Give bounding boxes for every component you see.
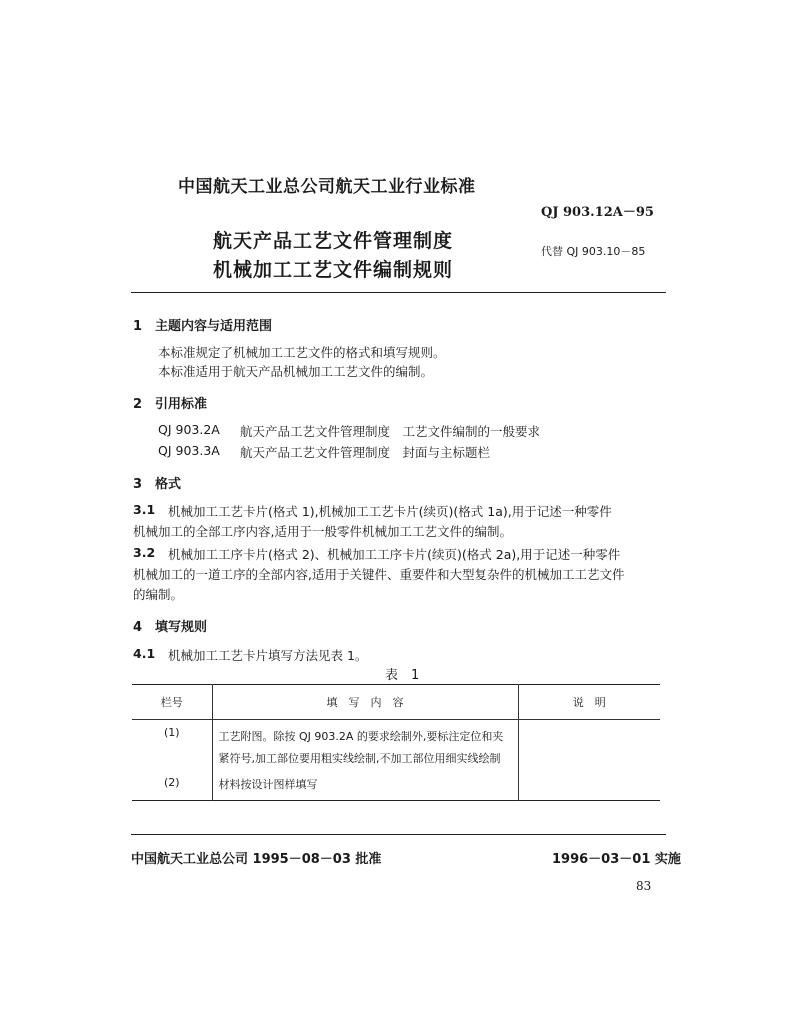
reference-text-1: 航天产品工艺文件管理制度 工艺文件编制的一般要求	[240, 424, 541, 439]
clause-3-2-line-3: 的编制。	[133, 587, 184, 602]
clause-3-2-number: 3.2	[133, 545, 156, 560]
table-header-row	[132, 685, 660, 720]
page-number: 83	[636, 879, 652, 893]
clause-3-1-line-2: 机械加工的全部工序内容,适用于一般零件机械加工工艺文件的编制。	[133, 524, 512, 539]
clause-4-1-text: 机械加工工艺卡片填写方法见表 1。	[168, 648, 368, 663]
row-content: 工艺附图。除按 QJ 903.2A 的要求绘制外,要标注定位和夹紧符号,加工部位要用粗实线绘制,不加工部位用细实线绘制	[212, 720, 518, 775]
reference-text-2: 航天产品工艺文件管理制度 封面与主标题栏	[240, 445, 491, 460]
document-title-line2: 机械加工工艺文件编制规则	[213, 259, 454, 281]
footer-divider	[131, 834, 666, 835]
issuing-organization: 中国航天工业总公司航天工业行业标准	[178, 177, 476, 197]
row-note	[518, 774, 660, 801]
row-note	[518, 720, 660, 775]
approval-date: 中国航天工业总公司 1995－08－03 批准	[131, 852, 382, 867]
replaces-standard: 代替 QJ 903.10－85	[541, 245, 646, 258]
section-1-heading: 1 主题内容与适用范围	[133, 319, 273, 334]
clause-3-2-line-1: 机械加工工序卡片(格式 2)、机械加工工序卡片(续页)(格式 2a),用于记述一种零件	[168, 547, 621, 562]
section-1-paragraph-1: 本标准规定了机械加工工艺文件的格式和填写规则。	[158, 345, 446, 360]
row-number: (2)	[163, 776, 180, 789]
clause-3-2-line-2: 机械加工的一道工序的全部内容,适用于关键件、重要件和大型复杂件的机械加工工艺文件	[133, 567, 625, 582]
section-3-heading: 3 格式	[133, 477, 182, 492]
reference-code-1: QJ 903.2A	[158, 422, 220, 437]
section-4-heading: 4 填写规则	[133, 620, 208, 635]
row-content: 材料按设计图样填写	[212, 774, 518, 801]
clause-3-1-number: 3.1	[133, 502, 156, 517]
reference-code-2: QJ 903.3A	[158, 443, 220, 458]
clause-3-1-line-1: 机械加工工艺卡片(格式 1),机械加工工艺卡片(续页)(格式 1a),用于记述一种零件	[168, 504, 612, 519]
section-1-paragraph-2: 本标准适用于航天产品机械加工工艺文件的编制。	[158, 364, 434, 379]
header-divider	[131, 292, 666, 293]
section-2-heading: 2 引用标准	[133, 397, 208, 412]
table-row	[132, 720, 660, 775]
header-fill-content: 填 写 内 容	[212, 685, 518, 720]
effective-date: 1996－03－01 实施	[552, 852, 681, 867]
document-title-line1: 航天产品工艺文件管理制度	[213, 230, 454, 252]
table-1-caption: 表 1	[385, 668, 420, 683]
table-1	[132, 684, 660, 801]
clause-4-1-number: 4.1	[133, 646, 156, 661]
standard-code: QJ 903.12A－95	[541, 205, 654, 220]
header-column-number: 栏号	[132, 685, 212, 720]
row-number: (1)	[163, 726, 180, 739]
header-remarks: 说 明	[518, 685, 660, 720]
table-row	[132, 774, 660, 801]
